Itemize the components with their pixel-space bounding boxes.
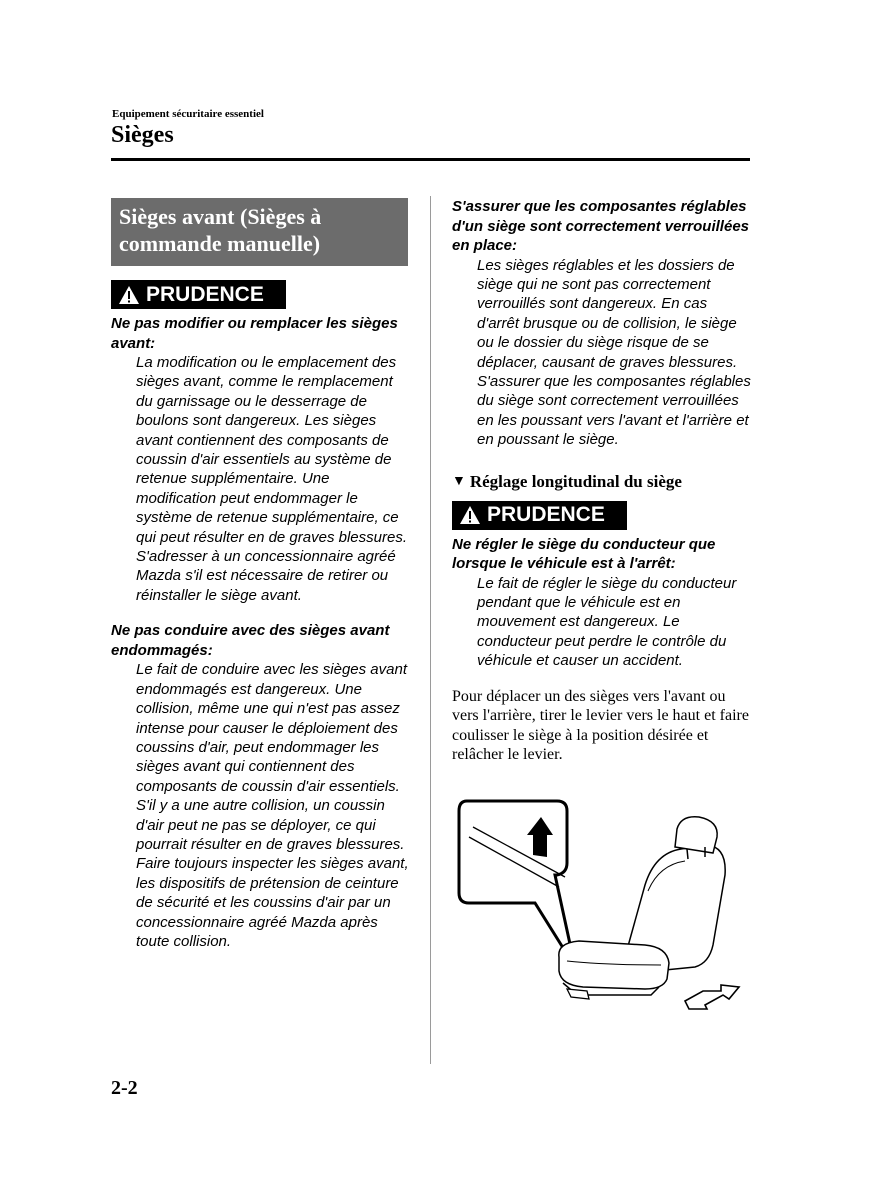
warning-triangle-icon [118,285,140,305]
triangle-down-icon: ▼ [452,473,466,489]
header-rule [111,158,750,161]
chapter-title: Equipement sécuritaire essentiel [112,108,264,120]
instruction-paragraph: Pour déplacer un des sièges vers l'avant ou vers l'arrière, tirer le levier vers le haut et faire coulisser le siège à la position désirée et relâcher le levier. [452,687,749,764]
warning-title: Ne pas modifier ou remplacer les sièges avant: [111,315,398,352]
warning-title: Ne pas conduire avec des sièges avant endommagés: [111,622,390,659]
column-divider [430,196,431,1064]
seat-adjustment-illustration [455,795,745,1020]
subsection-heading [452,472,752,492]
caution-label-text: PRUDENCE [146,282,264,306]
warning-body: Le fait de régler le siège du conducteur pendant que le véhicule est en mouvement est dangereux. Le conducteur peut perdre le contrôle du véhicule et causer un accident. [477,574,737,670]
caution-label-text: PRUDENCE [487,503,605,527]
page-number: 2-2 [111,1077,138,1099]
right-column [452,197,752,765]
warning-body: Le fait de conduire avec les sièges avant endommagés est dangereux. Une collision, même une qui n'est pas assez intense pour causer le déploiement des coussins d'air, peut endommager les sièges avant qui contiennent des composants de coussin d'air essentiels. S'il y a une autre collision, un coussin d'air peut ne pas se déployer, ce qui pourrait résulter en de graves blessures. Faire toujours inspecter les sièges avant, les dispositifs de prétension de ceinture de sécurité et les coussins d'air par un concessionnaire agréé Mazda après toute collision. [136,661,409,950]
subsection-heading-text: Réglage longitudinal du siège [469,471,682,491]
warning-triangle-icon [459,505,481,525]
section-title: Sièges [111,122,174,148]
left-column [111,198,411,951]
section-heading: Sièges avant (Sièges à commande manuelle) [111,198,408,266]
warning-body: Les sièges réglables et les dossiers de siège qui ne sont pas correctement verrouillés sont dangereux. En cas d'arrêt brusque ou de collision, le siège ou le dossier du siège risque de se déplacer, causant de graves blessures. S'assurer que les composantes réglables du siège sont correctement verrouillées en les poussant vers l'avant et l'arrière et en poussant le siège. [477,256,751,449]
warning-body: La modification ou le emplacement des sièges avant, comme le remplacement du garnissage ou le desserrage de boulons sont dangereux. Les sièges avant contiennent des composants de coussin d'air essentiels au système de retenue supplémentaire. Une modification peut endommager le système de retenue supplémentaire, ce qui peut résulter en de graves blessures. S'adresser à un concessionnaire agréé Mazda s'il est nécessaire de retirer ou réinstaller le siège avant. [136,354,407,604]
caution-label [111,280,286,309]
warning-title: Ne régler le siège du conducteur que lorsque le véhicule est à l'arrêt: [452,535,716,573]
caution-label [452,501,627,530]
warning-title: S'assurer que les composantes réglables d'un siège sont correctement verrouillées en place: [452,198,749,254]
